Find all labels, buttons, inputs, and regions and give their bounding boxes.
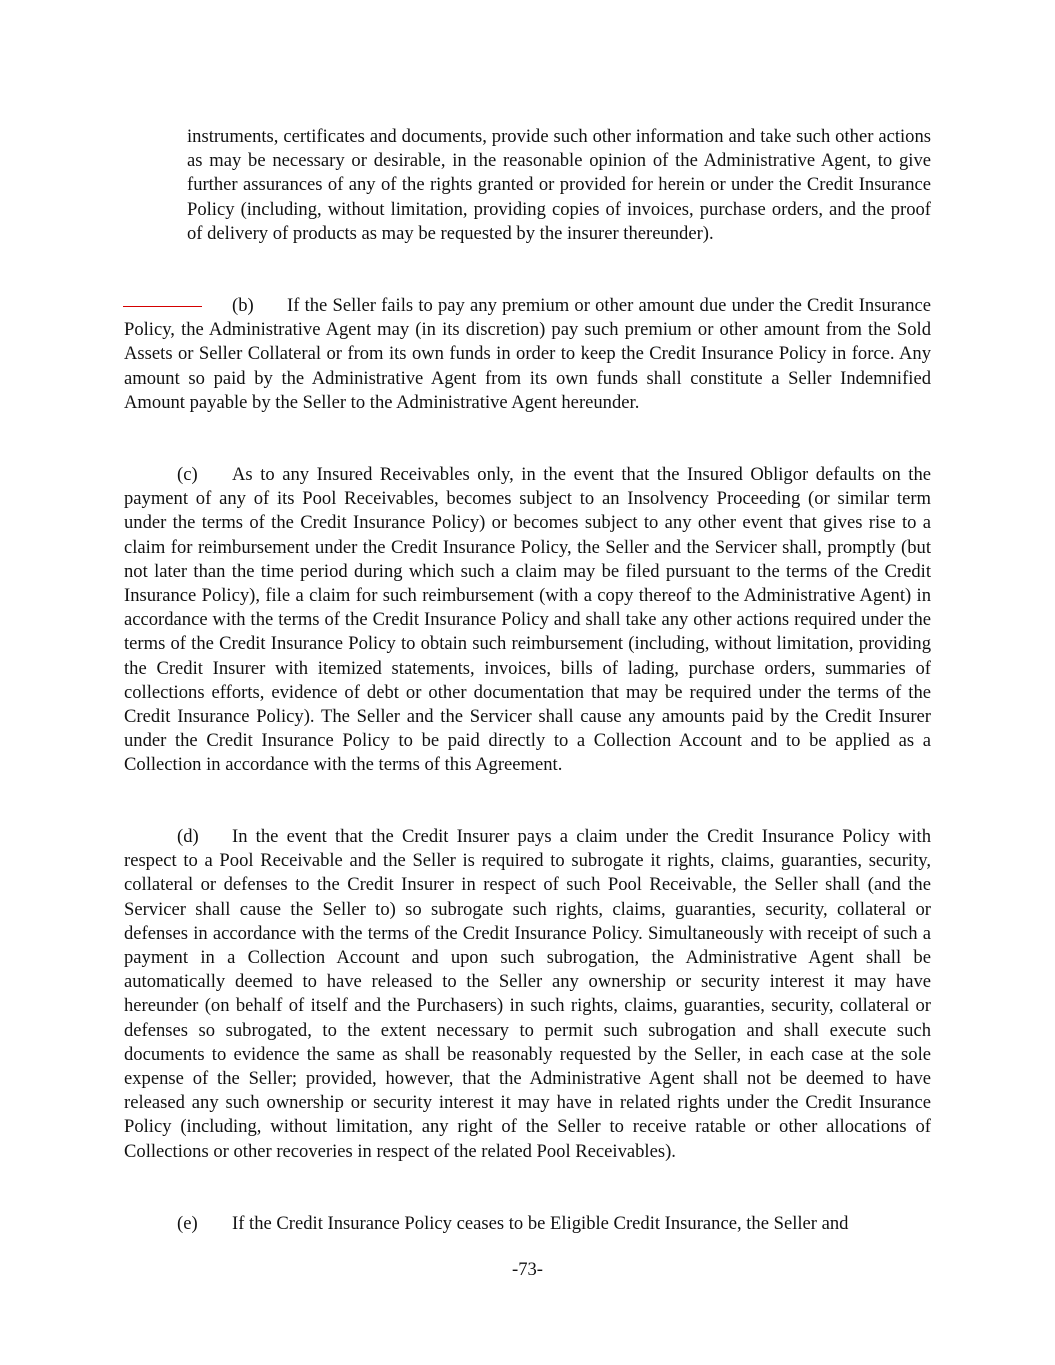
paragraph-c-label: (c) [177,464,198,485]
paragraph-a-text: instruments, certificates and documents, provide such other information and take such other actions as may be necessary or desirable, in the reasonable opinion of the Administrative Agent, to give further assurances of any of the rights granted or provided for herein or under the Credit Insurance Policy (including, without limitation, providing copies of invoices, purchase orders, and the proof of delivery of products as may be requested by the insurer thereunder). [187,126,931,244]
paragraph-d [124,825,931,1164]
paragraph-e [124,1212,931,1236]
paragraph-d-label: (d) [177,826,199,847]
paragraph-e-label: (e) [177,1213,198,1234]
page-number: -73- [512,1259,543,1280]
paragraph-d-text: In the event that the Credit Insurer pays a claim under the Credit Insurance Policy with respect to a Pool Receivable and the Seller is required to subrogate it rights, claims, guaranties, security, collateral or defenses to the Credit Insurer in respect of such Pool Receivable, the Seller shall (and the Servicer shall cause the Seller to) so subrogate such rights, claims, guaranties, security, collateral or defenses in accordance with the terms of the Credit Insurance Policy. Simultaneously with receipt of such a payment in a Collection Account and upon such subrogation, the Administrative Agent shall be automatically deemed to have released to the Seller any ownership or security interest it may have hereunder (on behalf of itself and the Purchasers) in such rights, claims, guaranties, security, collateral or defenses so subrogated, to the extent necessary to permit such subrogation and shall execute such documents to evidence the same as shall be reasonably requested by the Seller, in each case at the sole expense of the Seller; provided, however, that the Administrative Agent shall not be deemed to have released any such ownership or security interest it may have in related rights under the Credit Insurance Policy (including, without limitation, any right of the Seller to receive ratable or other allocations of Collections or other recoveries in respect of the related Pool Receivables). [124,826,931,1162]
paragraph-b-label: (b) [232,295,254,316]
paragraph-e-text: If the Credit Insurance Policy ceases to be Eligible Credit Insurance, the Seller and [232,1213,849,1234]
paragraph-b-text: If the Seller fails to pay any premium or other amount due under the Credit Insurance Policy, the Administrative Agent may (in its discretion) pay such premium or other amount from the Sold Assets or Seller Collateral or from its own funds in order to keep the Credit Insurance Policy in force. Any amount so paid by the Administrative Agent from its own funds shall constitute a Seller Indemnified Amount payable by the Seller to the Administrative Agent hereunder. [124,295,931,413]
paragraph-c [124,463,931,778]
paragraph-a-continuation [187,125,931,246]
paragraph-b [124,294,931,415]
paragraph-c-text: As to any Insured Receivables only, in the event that the Insured Obligor defaults on the payment of any of its Pool Receivables, becomes subject to an Insolvency Proceeding (or similar term under the terms of the Credit Insurance Policy) or becomes subject to any other event that gives rise to a claim for reimbursement under the Credit Insurance Policy, the Seller and the Servicer shall, promptly (but not later than the time period during which such a claim may be filed pursuant to the terms of the Credit Insurance Policy), file a claim for such reimbursement (with a copy thereof to the Administrative Agent) in accordance with the terms of the Credit Insurance Policy and shall take any other actions required under the terms of the Credit Insurance Policy to obtain such reimbursement (including, without limitation, providing the Credit Insurer with itemized statements, invoices, bills of lading, purchase orders, summaries of collections efforts, evidence of debt or other documentation that may be required under the terms of the Credit Insurance Policy). The Seller and the Servicer shall cause any amounts paid by the Credit Insurer under the Credit Insurance Policy to be paid directly to a Collection Account and to be applied as a Collection in accordance with the terms of this Agreement. [124,464,931,776]
